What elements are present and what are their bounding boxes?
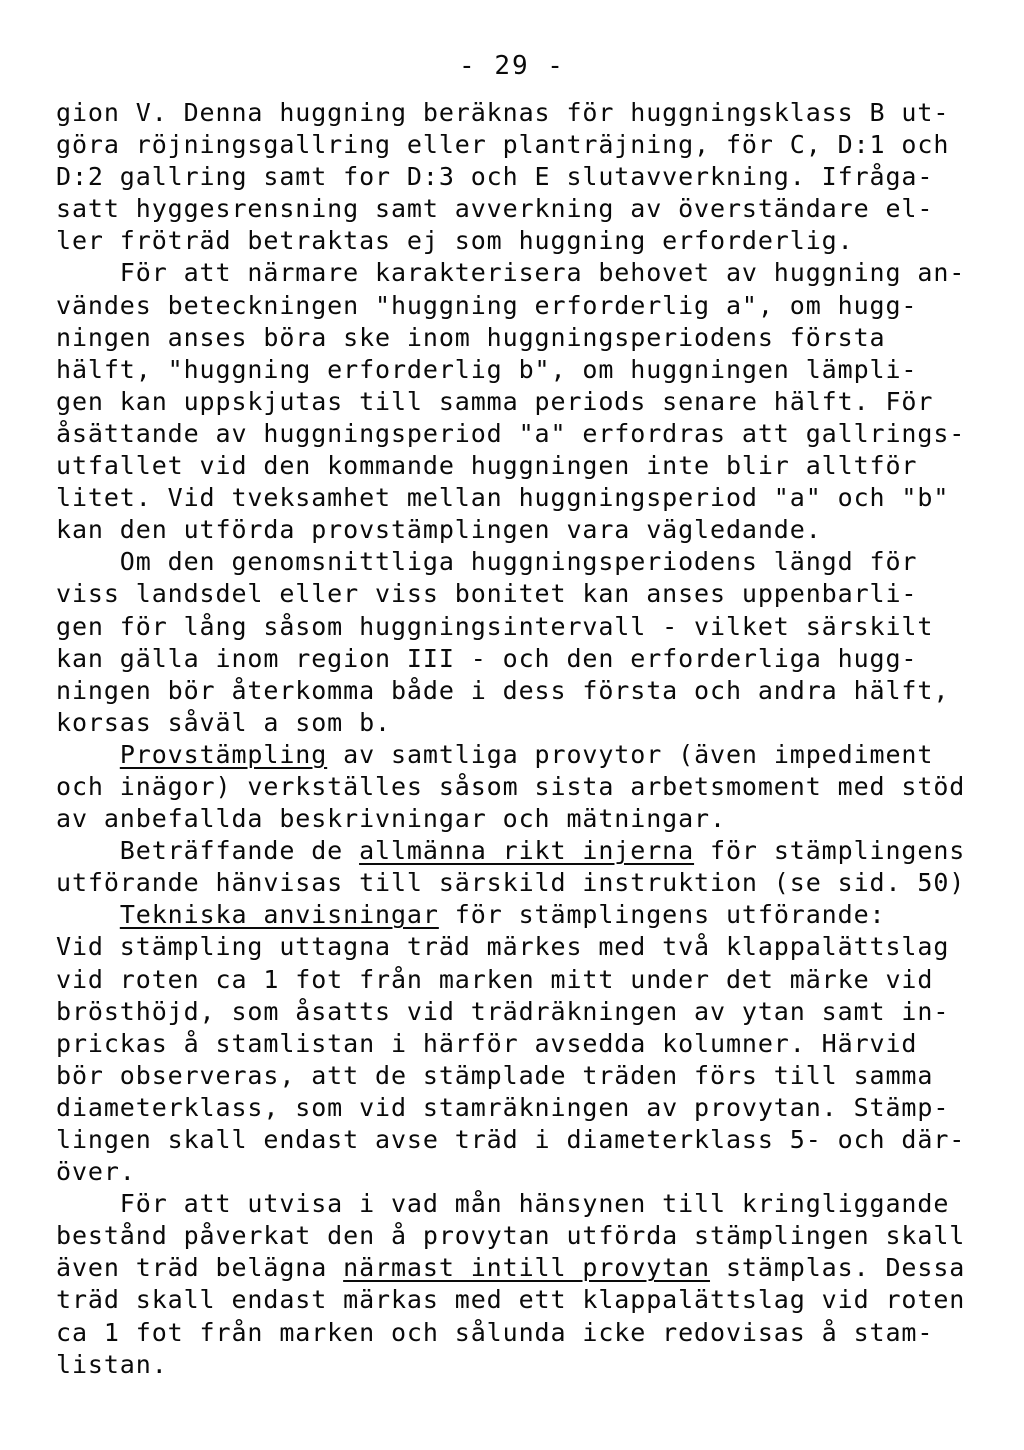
text-line: korsas såväl a som b. [56, 707, 391, 737]
text-line: För att utvisa i vad mån hänsynen till kringliggande [56, 1189, 950, 1219]
text-line: utförande hänvisas till särskild instruktion (se sid. 50) [56, 868, 966, 898]
text-line: Beträffande de allmänna rikt injerna för stämplingens [56, 836, 966, 866]
text-line: gen för lång såsom huggningsintervall - vilket särskilt [56, 611, 934, 641]
text-line: viss landsdel eller viss bonitet kan anses uppenbarli- [56, 579, 918, 609]
text-line: listan. [56, 1349, 168, 1379]
underlined-phrase: Tekniska anvisningar [119, 900, 439, 930]
text-line: prickas å stamlistan i härför avsedda kolumner. Härvid [56, 1028, 918, 1058]
text-line: hälft, "huggning erforderlig b", om huggningen lämpli- [56, 354, 918, 384]
text-line: åsättande av huggningsperiod "a" erfordras att gallrings- [56, 418, 966, 448]
text-line: bestånd påverkat den å provytan utförda stämplingen skall [56, 1221, 966, 1251]
text-line: Tekniska anvisningar för stämplingens utförande: [119, 900, 886, 930]
text-line: kan gälla inom region III - och den erforderliga hugg- [56, 643, 918, 673]
text-line: göra röjningsgallring eller planträjning, för C, D:1 och [56, 130, 950, 160]
text-line: bör observeras, att de stämplade träden förs till samma [56, 1060, 934, 1090]
text-line: diameterklass, som vid stamräkningen av provytan. Stämp- [56, 1092, 950, 1122]
text-line: av anbefallda beskrivningar och mätningar. [56, 804, 726, 834]
text-line: brösthöjd, som åsatts vid trädräkningen av ytan samt in- [56, 996, 950, 1026]
text-line: satt hyggesrensning samt avverkning av överständare el- [56, 194, 934, 224]
text-line: ningen anses böra ske inom huggningsperiodens första [56, 322, 886, 352]
text-line: ler fröträd betraktas ej som huggning erforderlig. [56, 226, 854, 256]
underlined-phrase: närmast intill provytan [343, 1253, 711, 1283]
underlined-phrase: allmänna rikt injerna [359, 836, 695, 866]
text-line: träd skall endast märkas med ett klappalättslag vid roten [56, 1285, 966, 1315]
text-line: För att närmare karakterisera behovet av huggning an- [56, 258, 966, 288]
text-line: Provstämpling av samtliga provytor (även impediment [119, 739, 934, 769]
text-line: vändes beteckningen "huggning erforderlig a", om hugg- [56, 290, 918, 320]
text-line: lingen skall endast avse träd i diameterklass 5- och där- [56, 1125, 966, 1154]
page-number: - 29 - [459, 51, 565, 81]
text-line: litet. Vid tveksamhet mellan huggningsperiod "a" och "b" [56, 483, 950, 513]
text-line: ca 1 fot från marken och sålunda icke redovisas å stam- [56, 1317, 934, 1347]
text-line: Vid stämpling uttagna träd märkes med två klappalättslag [56, 932, 950, 962]
text-line: D:2 gallring samt for D:3 och E slutavverkning. Ifråga- [56, 162, 934, 192]
text-line: utfallet vid den kommande huggningen inte blir alltför [56, 451, 918, 481]
body-text [56, 97, 1016, 1381]
text-line: även träd belägna närmast intill provytan stämplas. Dessa [56, 1253, 966, 1283]
text-line: gion V. Denna huggning beräknas för huggningsklass B ut- [56, 98, 950, 127]
text-line: kan den utförda provstämplingen vara vägledande. [56, 515, 822, 545]
text-line: vid roten ca 1 fot från marken mitt under det märke vid [56, 964, 934, 994]
text-line: och inägor) verkställes såsom sista arbetsmoment med stöd [56, 771, 966, 801]
text-line: över. [56, 1157, 136, 1187]
text-line: Om den genomsnittliga huggningsperiodens längd för [56, 547, 918, 577]
text-line: ningen bör återkomma både i dess första och andra hälft, [56, 675, 950, 705]
underlined-phrase: Provstämpling [119, 739, 328, 769]
text-line: gen kan uppskjutas till samma periods senare hälft. För [56, 386, 934, 416]
